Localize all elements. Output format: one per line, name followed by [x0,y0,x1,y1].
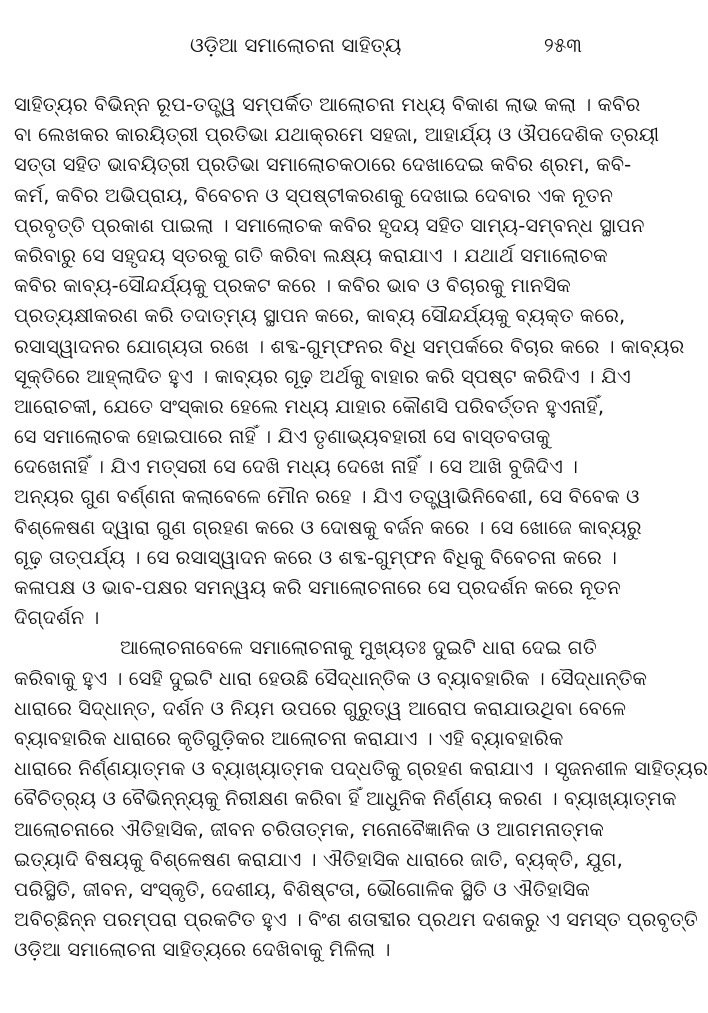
text-line: ପରିସ୍ଥିତି, ଜୀବନ, ସଂସ୍କୃତି, ଦେଶୀୟ, ବିଶିଷ୍ଟତା, ଭୌଗୋଳିକ ସ୍ଥିତି ଓ ଐତିହାସିକ [14,877,590,901]
text-line: ବା ଲେଖକର କାରୟିତ୍ରୀ ପ୍ରତିଭା ଯଥାକ୍ରମେ ସହଜା, ଆହାର୍ଯ୍ୟ ଓ ଔପଦେଶିକ ତ୍ରୟୀ [14,123,660,147]
text-line: ଅବିଚ୍ଛିନ୍ନ ପରମ୍ପରା ପ୍ରକଟିତ ହୁଏ । ବିଂଶ ଶତାବ୍ଦୀର ପ୍ରଥମ ଦଶକରୁ ଏ ସମସ୍ତ ପ୍ରବୃତ୍ତି [14,908,698,932]
running-title: ଓଡ଼ିଆ ସମାଲୋଚନା ସାହିତ୍ୟ [190,33,402,57]
text-line: କରିବାରୁ ସେ ସହୃଦୟ ସ୍ତରକୁ ଗତି କରିବା ଲକ୍ଷ୍ୟ କରାଯାଏ । ଯଥାର୍ଥ ସମାଲୋଚକ [14,243,608,267]
text-line: କର୍ମ, କବିର ଅଭିପ୍ରାୟ, ବିବେଚନ ଓ ସ୍ପଷ୍ଟୀକରଣକୁ ଦେଖାଇ ଦେବାର ଏକ ନୂତନ [14,183,614,207]
text-line: ଇତ୍ୟାଦି ବିଷୟକୁ ବିଶ୍ଳେଷଣ କରାଯାଏ । ଐତିହାସିକ ଧାରାରେ ଜାତି, ବ୍ୟକ୍ତି, ଯୁଗ, [14,847,623,871]
text-line: ସତ୍ତା ସହିତ ଭାବୟିତ୍ରୀ ପ୍ରତିଭା ସମାଲୋଚକଠାରେ ଦେଖାଦେଇ କବିର ଶ୍ରମ, କବି- [14,153,632,177]
text-line: ଓଡ଼ିଆ ସମାଲୋଚନା ସାହିତ୍ୟରେ ଦେଖିବାକୁ ମିଳିଲା । [14,938,391,962]
text-line: ଦିଗ୍‌ଦର୍ଶନ । [14,606,100,630]
text-line: କରିବାକୁ ହୁଏ । ସେହି ଦୁଇଟି ଧାରା ହେଉଛି ସୈଦ୍ଧାନ୍ତିକ ଓ ବ୍ୟାବହାରିକ । ସୈଦ୍ଧାନ୍ତିକ [14,666,648,690]
text-line: ଧାରାରେ ନିର୍ଣ୍ଣୟାତ୍ମକ ଓ ବ୍ୟାଖ୍ୟାତ୍ମକ ପଦ୍ଧତିକୁ ଗ୍ରହଣ କରାଯାଏ । ସୃଜନଶୀଳ ସାହିତ୍ୟର [14,757,708,781]
paragraph-1 [14,90,685,633]
text-line: ରସାସ୍ୱାଦନର ଯୋଗ୍ୟତା ରଖେ । ଶବ୍ଦ-ଗୁମ୍ଫନର ବିଧି ସମ୍ପର୍କରେ ବିଚାର କରେ । କାବ୍ୟର [14,334,685,358]
text-line: ଧାରାରେ ସିଦ୍ଧାନ୍ତ, ଦର୍ଶନ ଓ ନିୟମ ଉପରେ ଗୁରୁତ୍ୱ ଆରୋପ କରାଯାଉଥିବା ବେଳେ [14,696,627,720]
page-number: ୨୫୩ [543,33,582,57]
text-line: ଆଲୋଚନାରେ ଐତିହାସିକ, ଜୀବନ ଚରିତାତ୍ମକ, ମନୋବୈଜ୍ଞାନିକ ଓ ଆଗମନାତ୍ମକ [14,817,604,841]
text-line: କଳାପକ୍ଷ ଓ ଭାବ-ପକ୍ଷର ସମନ୍ୱୟ କରି ସମାଲୋଚନାରେ ସେ ପ୍ରଦର୍ଶନ କରେ ନୂତନ [14,576,621,599]
text-line: ଗୂଢ଼ ତାତ୍ପର୍ଯ୍ୟ । ସେ ରସାସ୍ୱାଦନ କରେ ଓ ଶବ୍ଦ-ଗୁମ୍ଫନ ବିଧିକୁ ବିବେଚନା କରେ । [14,545,618,569]
text-line: ଆରୋଚକୀ, ଯେତେ ସଂସ୍କାର ହେଲେ ମଧ୍ୟ ଯାହାର କୌଣସି ପରିବର୍ତ୍ତନ ହୁଏନାହିଁ, [14,394,605,418]
text-line: ବ୍ୟାବହାରିକ ଧାରାରେ କୃତିଗୁଡ଼ିକର ଆଲୋଚନା କରାଯାଏ । ଏହି ବ୍ୟାବହାରିକ [14,726,564,750]
body-text [14,90,708,965]
text-line: ବିଶ୍ଳେଷଣ ଦ୍ୱାରା ଗୁଣ ଗ୍ରହଣ କରେ ଓ ଦୋଷକୁ ବର୍ଜନ କରେ । ସେ ଖୋଜେ କାବ୍ୟରୁ [14,515,642,539]
text-line: ପ୍ରବୃତ୍ତି ପ୍ରକାଶ ପାଇଲା । ସମାଲୋଚକ କବିର ହୃଦୟ ସହିତ ସାମ୍ୟ-ସମ୍ବନ୍ଧ ସ୍ଥାପନ [14,213,645,237]
text-line: ବୈଚିତ୍ର୍ୟ ଓ ବୈଭିନ୍ନ୍ୟକୁ ନିରୀକ୍ଷଣ କରିବା ହିଁ ଆଧୁନିକ ନିର୍ଣ୍ଣୟ କରଣ । ବ୍ୟାଖ୍ୟାତ୍ମକ [14,787,677,811]
text-line: ସାହିତ୍ୟର ବିଭିନ୍ନ ରୂପ-ତତ୍ତ୍ୱ ସମ୍ପର୍କିତ ଆଲୋଚନା ମଧ୍ୟ ବିକାଶ ଲାଭ କଲା । କବିର [14,93,641,116]
text-line: ଦେଖେନାହିଁ । ଯିଏ ମତ୍ସରୀ ସେ ଦେଖି ମଧ୍ୟ ଦେଖେ ନାହିଁ । ସେ ଆଖି ବୁଜିଦିଏ । [14,455,579,479]
text-line: ଅନ୍ୟର ଗୁଣ ବର୍ଣ୍ଣନା କଲାବେଳେ ମୌନ ରହେ । ଯିଏ ତତ୍ତ୍ୱାଭିନିବେଶୀ, ସେ ବିବେକ ଓ [14,485,640,509]
text-line: ସୂକ୍ତିରେ ଆହ୍ଲାଦିତ ହୁଏ । କାବ୍ୟର ଗୂଢ଼ ଅର୍ଥକୁ ବାହାର କରି ସ୍ପଷ୍ଟ କରିଦିଏ । ଯିଏ [14,364,631,388]
running-head [0,30,600,60]
text-line: ସେ ସମାଲୋଚକ ହୋଇପାରେ ନାହିଁ । ଯିଏ ତୃଣାଭ୍ୟବହାରୀ ସେ ବାସ୍ତବତାକୁ [14,425,551,449]
text-line: ପ୍ରତ୍ୟକ୍ଷୀକରଣ କରି ତଦାତ୍ମ୍ୟ ସ୍ଥାପନ କରେ, କାବ୍ୟ ସୌନ୍ଦର୍ଯ୍ୟକୁ ବ୍ୟକ୍ତ କରେ, [14,304,626,328]
text-line: ଆଲୋଚନାବେଳେ ସମାଲୋଚନାକୁ ମୁଖ୍ୟତଃ ଦୁଇଟି ଧାରା ଦେଇ ଗତି [120,636,597,660]
paragraph-2 [14,633,708,965]
text-line: କବିର କାବ୍ୟ-ସୌନ୍ଦର୍ଯ୍ୟକୁ ପ୍ରକଟ କରେ । କବିର ଭାବ ଓ ବିଚାରକୁ ମାନସିକ [14,274,571,298]
